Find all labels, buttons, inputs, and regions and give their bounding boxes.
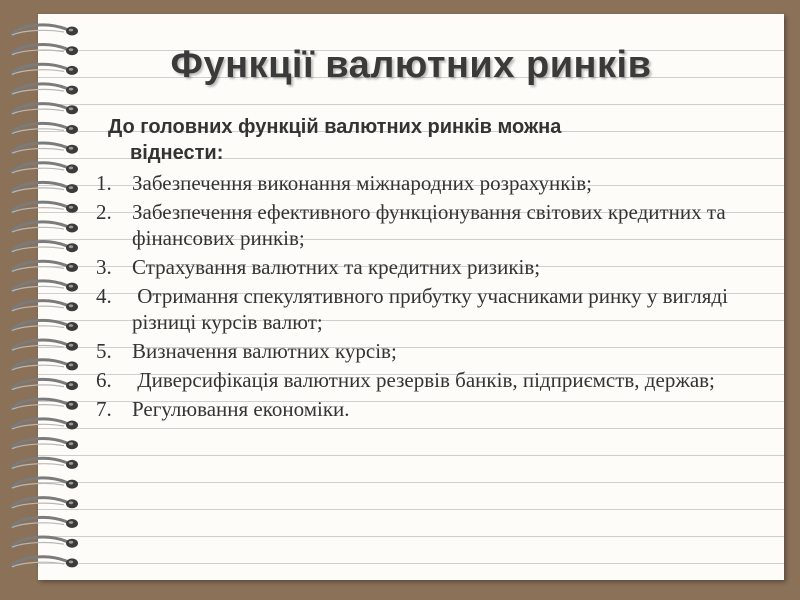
intro-text (96, 114, 756, 166)
spiral-ring (12, 301, 78, 312)
spiral-ring (12, 242, 78, 253)
spiral-ring (12, 557, 78, 568)
intro-line-1: До головних функцій валютних ринків можна (108, 116, 562, 138)
list-item (96, 396, 756, 422)
item-text: Забезпечення ефективного функціонування світових кредитних та фінансових ринків; (132, 200, 726, 250)
spiral-ring (12, 498, 78, 509)
spiral-ring (12, 104, 78, 115)
slide-content (96, 114, 756, 425)
item-number: 3. (96, 255, 112, 279)
item-number: 6. (96, 368, 112, 392)
item-text: Отримання спекулятивного прибутку учасниками ринку у вигляді різниці курсів валют; (132, 284, 734, 334)
item-number: 4. (96, 284, 112, 308)
item-number: 7. (96, 397, 112, 421)
spiral-ring (12, 163, 78, 174)
item-text: Забезпечення виконання міжнародних розрахунків; (132, 171, 593, 195)
spiral-ring (12, 360, 78, 371)
spiral-ring (12, 419, 78, 430)
spiral-ring (12, 25, 78, 36)
spiral-ring (12, 399, 78, 410)
spiral-ring (12, 261, 78, 272)
item-text: Регулювання економіки. (132, 397, 350, 421)
list-item (96, 367, 756, 393)
item-number: 2. (96, 200, 112, 224)
list-item (96, 283, 756, 335)
item-number: 5. (96, 339, 112, 363)
list-item (96, 199, 756, 251)
spiral-ring (12, 478, 78, 489)
list-item (96, 338, 756, 364)
spiral-ring (12, 320, 78, 331)
functions-list (96, 170, 756, 422)
spiral-ring (12, 379, 78, 390)
list-item (96, 254, 756, 280)
spiral-ring (12, 340, 78, 351)
intro-line-2: віднести: (130, 142, 224, 164)
item-text: Диверсифікація валютних резервів банків, підприємств, держав; (132, 368, 715, 392)
spiral-ring (12, 202, 78, 213)
spiral-ring (12, 517, 78, 528)
spiral-ring (12, 222, 78, 233)
item-text: Визначення валютних курсів; (132, 339, 397, 363)
spiral-ring (12, 537, 78, 548)
spiral-ring (12, 123, 78, 134)
item-number: 1. (96, 171, 112, 195)
spiral-ring (12, 143, 78, 154)
spiral-ring (12, 458, 78, 469)
list-item (96, 170, 756, 196)
item-text: Страхування валютних та кредитних ризиків; (132, 255, 541, 279)
spiral-binding-icon (0, 14, 90, 580)
spiral-ring (12, 182, 78, 193)
spiral-ring (12, 439, 78, 450)
slide-title: Функції валютних ринків (170, 44, 652, 86)
spiral-ring (12, 281, 78, 292)
